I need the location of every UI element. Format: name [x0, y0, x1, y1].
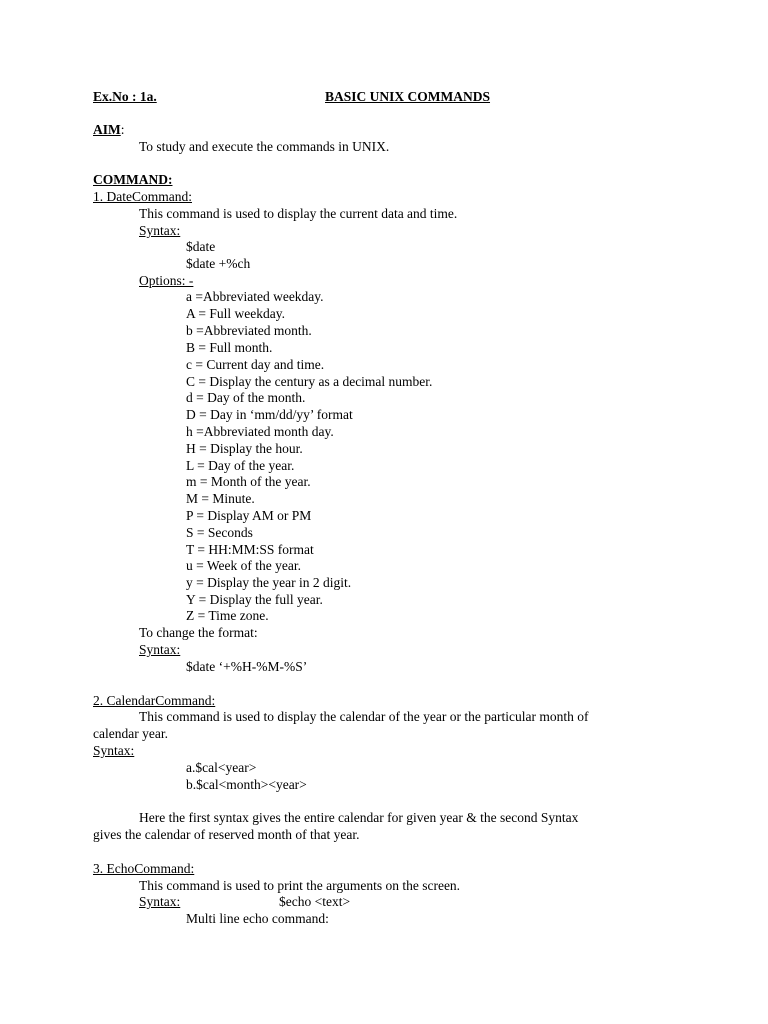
command-heading: COMMAND:: [93, 172, 173, 187]
date-option-item: Y = Display the full year.: [186, 592, 323, 607]
date-command-heading: 1. DateCommand:: [93, 189, 192, 204]
date-option-item: L = Day of the year.: [186, 458, 295, 473]
aim-colon: :: [120, 122, 125, 137]
date-options-label: Options: -: [139, 273, 194, 288]
date-option-item: b =Abbreviated month.: [186, 323, 312, 338]
calendar-description: This command is used to display the calendar of the year or the particular month of: [139, 709, 589, 724]
date-syntax-line: $date +%ch: [186, 256, 251, 271]
date-syntax2-line: $date ‘+%H-%M-%S’: [186, 659, 308, 674]
calendar-note: gives the calendar of reserved month of that year.: [93, 827, 360, 842]
aim-label: AIM: [93, 122, 121, 137]
date-option-item: a =Abbreviated weekday.: [186, 289, 324, 304]
calendar-syntax-line: b.$cal<month><year>: [186, 777, 307, 792]
echo-syntax-label: Syntax:: [139, 894, 181, 909]
calendar-command-heading: 2. CalendarCommand:: [93, 693, 216, 708]
date-option-item: B = Full month.: [186, 340, 273, 355]
exercise-number: Ex.No : 1a.: [93, 89, 157, 104]
echo-description: This command is used to print the arguments on the screen.: [139, 878, 461, 893]
date-command-description: This command is used to display the current data and time.: [139, 206, 458, 221]
calendar-note: Here the first syntax gives the entire calendar for given year & the second Syntax: [139, 810, 579, 825]
date-option-item: C = Display the century as a decimal number.: [186, 374, 433, 389]
date-option-item: D = Day in ‘mm/dd/yy’ format: [186, 407, 353, 422]
document-title: BASIC UNIX COMMANDS: [325, 89, 491, 104]
calendar-syntax-label: Syntax:: [93, 743, 135, 758]
date-syntax2-label: Syntax:: [139, 642, 181, 657]
date-option-item: S = Seconds: [186, 525, 253, 540]
date-change-format: To change the format:: [139, 625, 258, 640]
date-option-item: h =Abbreviated month day.: [186, 424, 334, 439]
date-syntax-label: Syntax:: [139, 223, 181, 238]
date-option-item: u = Week of the year.: [186, 558, 301, 573]
echo-multiline-label: Multi line echo command:: [186, 911, 329, 926]
aim-heading: [93, 121, 125, 138]
date-option-item: Z = Time zone.: [186, 608, 269, 623]
aim-text: To study and execute the commands in UNIX.: [139, 139, 390, 154]
date-option-item: y = Display the year in 2 digit.: [186, 575, 352, 590]
date-option-item: c = Current day and time.: [186, 357, 325, 372]
date-option-item: A = Full weekday.: [186, 306, 285, 321]
echo-syntax-line: $echo <text>: [279, 894, 351, 909]
calendar-description: calendar year.: [93, 726, 168, 741]
date-option-item: M = Minute.: [186, 491, 255, 506]
date-option-item: H = Display the hour.: [186, 441, 303, 456]
date-option-item: P = Display AM or PM: [186, 508, 312, 523]
date-option-item: m = Month of the year.: [186, 474, 311, 489]
echo-command-heading: 3. EchoCommand:: [93, 861, 195, 876]
date-syntax-line: $date: [186, 239, 216, 254]
date-option-item: d = Day of the month.: [186, 390, 306, 405]
calendar-syntax-line: a.$cal<year>: [186, 760, 257, 775]
date-option-item: T = HH:MM:SS format: [186, 542, 314, 557]
